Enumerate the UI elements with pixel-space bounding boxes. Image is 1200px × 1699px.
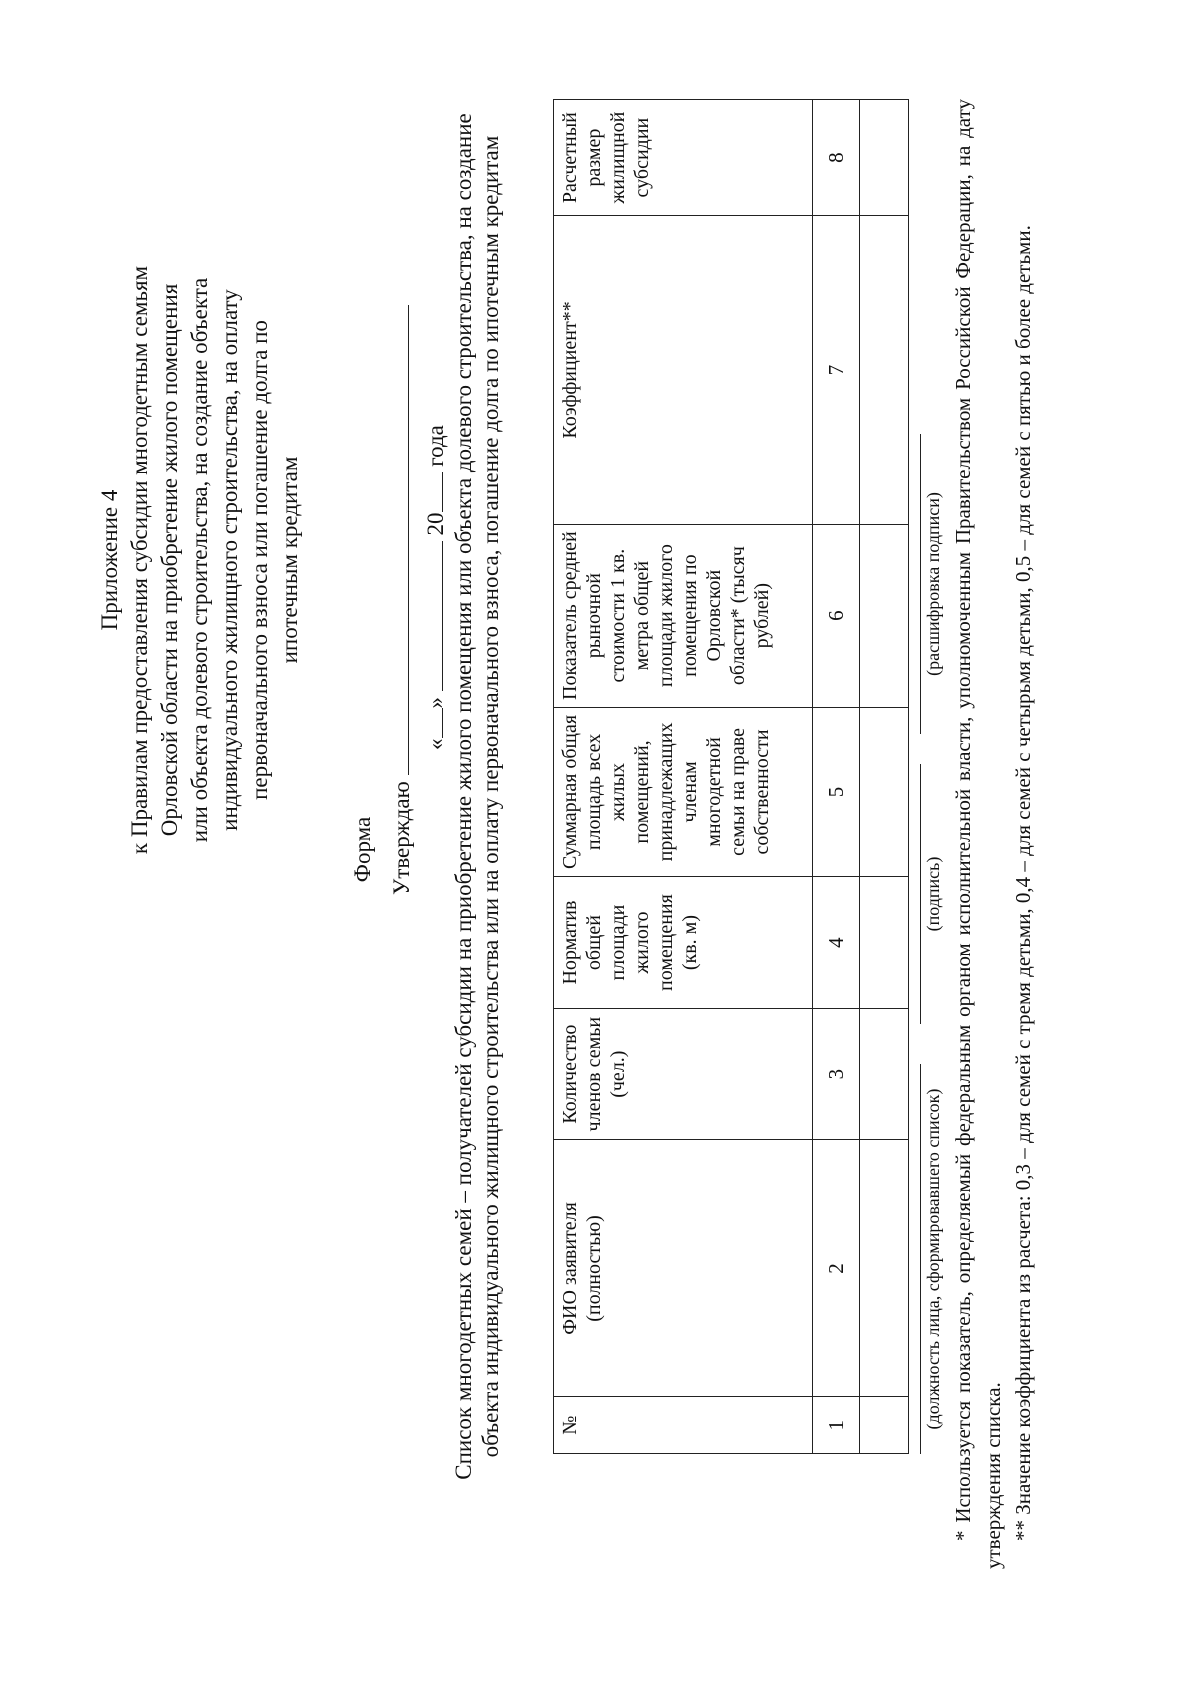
header-total-area: Суммарная общая площадь всех жилых помещений, принадлежащих членам многодетной семьи на праве собственности: [554, 707, 813, 877]
header-area-norm: Норматив общей площади жилого помещения (кв. м): [554, 877, 813, 1009]
column-number: 6: [813, 524, 860, 707]
approve-label: Утверждаю: [389, 781, 414, 895]
approve-signature-line: [386, 305, 409, 775]
table-column-numbers-row: [813, 100, 860, 1454]
recipients-table: [553, 99, 909, 1454]
header-subsidy-size: Расчетный размер жилищной субсидии: [554, 100, 813, 216]
footnote-1: * Используется показатель, определяемый федеральным органом исполнительной власти, уполномоченным Правительством Российской Федерации, на дату утверждения списка.: [951, 99, 1005, 1569]
appendix-header: [95, 110, 305, 1010]
table-cell: [860, 707, 909, 877]
quote-open: «: [423, 738, 448, 750]
position-caption: (должность лица, сформировавшего список): [920, 1064, 944, 1454]
header-full-name: ФИО заявителя (полностью): [554, 1140, 813, 1397]
appendix-line: первоначального взноса или погашение долга по: [247, 320, 272, 800]
table-cell: [860, 877, 909, 1009]
list-title: Список многодетных семей – получателей субсидии на приобретение жилого помещения или объекта долевого строительства, на создание объекта индивидуального жилищного строительства или на оплату первоначального взноса, погашение долга по ипотечным кредитам: [451, 113, 503, 1480]
appendix-line: индивидуального жилищного строительства, на оплату: [217, 289, 242, 831]
header-family-members: Количество членов семьи (чел.): [554, 1008, 813, 1140]
appendix-line: или объекта долевого строительства, на создание объекта: [187, 277, 212, 843]
form-label: Форма: [350, 816, 375, 883]
year-suffix: года: [423, 425, 448, 467]
appendix-line: к Правилам предоставления субсидии многодетным семьям: [127, 265, 152, 855]
header-coefficient: Коэффициент**: [554, 216, 813, 524]
footnotes: [948, 99, 1038, 1569]
column-number: 7: [813, 216, 860, 524]
column-number: 8: [813, 100, 860, 216]
column-number: 1: [813, 1397, 860, 1454]
header-number: №: [554, 1397, 813, 1454]
year-line: [420, 473, 443, 513]
appendix-line: Орловской области на приобретение жилого помещения: [157, 283, 182, 837]
signature-caption: (подпись): [920, 764, 944, 1024]
column-number: 2: [813, 1140, 860, 1397]
approval-block: [385, 175, 453, 895]
table-row: [860, 100, 909, 1454]
table-cell: [860, 1397, 909, 1454]
footnote-2: ** Значение коэффициента из расчета: 0,3 – для семей с тремя детьми, 0,4 – для семей с четырьмя детьми, 0,5 – для семей с пятью и более детьми.: [1011, 225, 1035, 1541]
table-cell: [860, 1140, 909, 1397]
column-number: 3: [813, 1008, 860, 1140]
column-number: 5: [813, 707, 860, 877]
day-line: [420, 709, 443, 739]
month-line: [420, 541, 443, 691]
column-number: 4: [813, 877, 860, 1009]
table-header-row: [554, 100, 813, 1454]
appendix-line: ипотечным кредитам: [277, 456, 302, 664]
header-market-price: Показатель средней рыночной стоимости 1 кв. метра общей площади жилого помещения по Орловской области* (тысяч рублей): [554, 524, 813, 707]
decoding-caption: (расшифровка подписи): [920, 434, 944, 734]
table-cell: [860, 1008, 909, 1140]
year-prefix: 20: [423, 512, 448, 536]
table-cell: [860, 524, 909, 707]
quote-close: »: [423, 697, 448, 709]
table-cell: [860, 100, 909, 216]
table-cell: [860, 216, 909, 524]
appendix-title: Приложение 4: [97, 489, 122, 631]
